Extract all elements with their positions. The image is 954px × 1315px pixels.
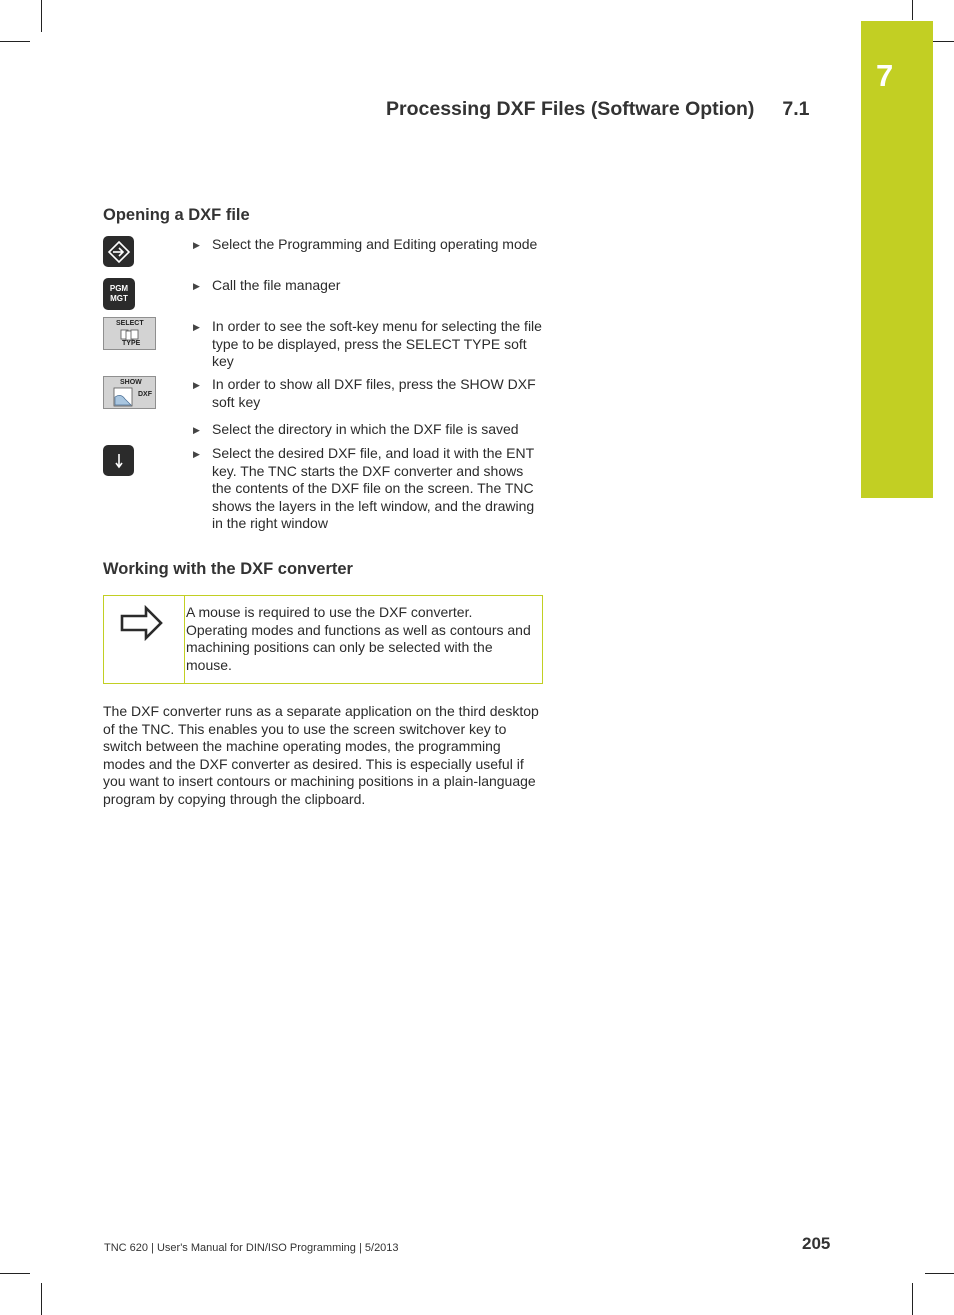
bullet-icon: ▶: [193, 322, 200, 332]
body-paragraph: The DXF converter runs as a separate application on the third desktop of the TNC. This enables you to use the screen switchover key to switch between the machine operating modes, the programming modes and the DXF converter as desired. This is especially useful if you want to insert contours or machining positions in a plain-language program by copying through the clipboard.: [103, 703, 539, 807]
pgm-mgt-key: [103, 278, 135, 310]
select-softkey-label: SELECT: [116, 320, 144, 327]
dxf-file-icon: [113, 387, 135, 407]
chapter-tab: [861, 21, 933, 498]
step-text: Call the file manager: [212, 277, 341, 293]
crop-mark: [41, 0, 42, 32]
ent-key: [103, 445, 134, 476]
crop-mark: [0, 41, 30, 42]
crop-mark: [912, 1283, 913, 1315]
programming-mode-icon: [107, 240, 131, 264]
crop-mark: [925, 1273, 954, 1274]
dxf-softkey-label: DXF: [138, 391, 152, 398]
note-divider: [184, 596, 185, 683]
page-title: Processing DXF Files (Software Option): [386, 98, 755, 120]
section-number: 7.1: [782, 98, 810, 120]
crop-mark: [0, 1273, 30, 1274]
opening-heading: Opening a DXF file: [103, 206, 250, 224]
ent-arrow-icon: [112, 451, 126, 471]
step-text: In order to see the soft-key menu for selecting the file type to be displayed, press the SELECT TYPE soft key: [212, 318, 542, 369]
bullet-icon: ▶: [193, 281, 200, 291]
mgt-key-label: MGT: [110, 294, 128, 303]
bullet-icon: ▶: [193, 425, 200, 435]
crop-mark: [41, 1283, 42, 1315]
step-text: Select the desired DXF file, and load it with the ENT key. The TNC starts the DXF converter and shows the contents of the DXF file on the screen. The TNC shows the layers in the left window, and the drawing in the right window: [212, 445, 535, 531]
crop-mark: [912, 0, 913, 20]
bullet-icon: ▶: [193, 449, 200, 459]
step-text: Select the directory in which the DXF file is saved: [212, 421, 519, 437]
chapter-number: 7: [876, 58, 894, 93]
arrow-right-icon: [120, 605, 164, 641]
step-text: In order to show all DXF files, press the SHOW DXF soft key: [212, 376, 536, 410]
pgm-key-label: PGM: [109, 284, 129, 293]
working-heading: Working with the DXF converter: [103, 560, 353, 578]
select-type-softkey: [103, 317, 156, 350]
bullet-icon: ▶: [193, 380, 200, 390]
show-dxf-softkey: [103, 376, 156, 409]
note-text: A mouse is required to use the DXF converter. Operating modes and functions as well as contours and machining positions can only be selected with the mouse.: [186, 604, 531, 673]
show-softkey-label: SHOW: [120, 379, 142, 386]
footer-text: TNC 620 | User's Manual for DIN/ISO Programming | 5/2013: [104, 1242, 399, 1254]
step-text: Select the Programming and Editing operating mode: [212, 236, 538, 252]
bullet-icon: ▶: [193, 240, 200, 250]
programming-mode-key: [103, 236, 134, 267]
note-box: [103, 595, 543, 684]
type-softkey-label: TYPE: [122, 340, 141, 347]
page-header: [386, 98, 810, 121]
page-number: 205: [802, 1234, 831, 1253]
